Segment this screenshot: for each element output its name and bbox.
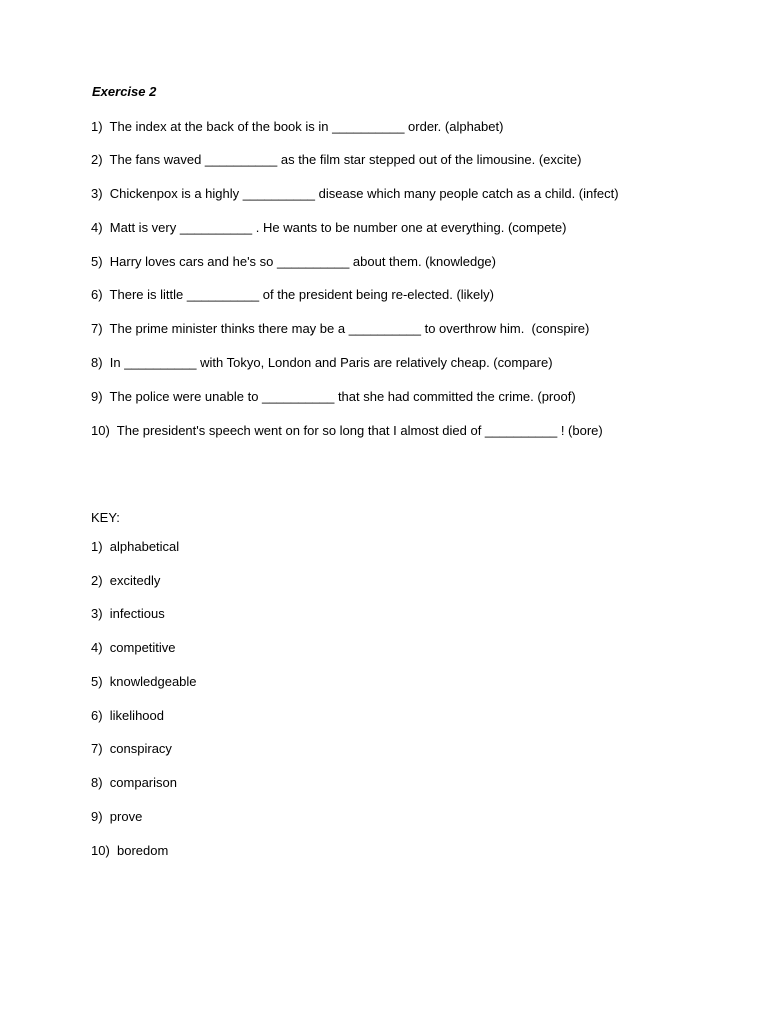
- question-6: 6) There is little __________ of the president being re-elected. (likely): [91, 287, 494, 302]
- answer-7: 7) conspiracy: [91, 741, 172, 756]
- answer-key-label: KEY:: [91, 510, 120, 525]
- question-7: 7) The prime minister thinks there may be a __________ to overthrow him. (conspire): [91, 321, 590, 336]
- answer-9: 9) prove: [91, 809, 143, 824]
- answer-3: 3) infectious: [91, 606, 165, 621]
- answer-5: 5) knowledgeable: [91, 674, 197, 689]
- exercise-title: Exercise 2: [92, 84, 157, 99]
- answer-1: 1) alphabetical: [91, 539, 180, 554]
- answer-6: 6) likelihood: [91, 708, 164, 723]
- answer-8: 8) comparison: [91, 775, 177, 790]
- question-2: 2) The fans waved __________ as the film star stepped out of the limousine. (excite): [91, 152, 582, 167]
- question-3: 3) Chickenpox is a highly __________ disease which many people catch as a child. (infect): [91, 186, 619, 201]
- question-8: 8) In __________ with Tokyo, London and Paris are relatively cheap. (compare): [91, 355, 553, 370]
- answer-2: 2) excitedly: [91, 573, 161, 588]
- question-1: 1) The index at the back of the book is in __________ order. (alphabet): [91, 119, 504, 134]
- answer-4: 4) competitive: [91, 640, 176, 655]
- answer-10: 10) boredom: [91, 843, 169, 858]
- question-5: 5) Harry loves cars and he's so __________ about them. (knowledge): [91, 254, 496, 269]
- question-9: 9) The police were unable to __________ that she had committed the crime. (proof): [91, 389, 576, 404]
- question-10: 10) The president's speech went on for so long that I almost died of __________ ! (bore): [91, 423, 603, 438]
- question-4: 4) Matt is very __________ . He wants to be number one at everything. (compete): [91, 220, 567, 235]
